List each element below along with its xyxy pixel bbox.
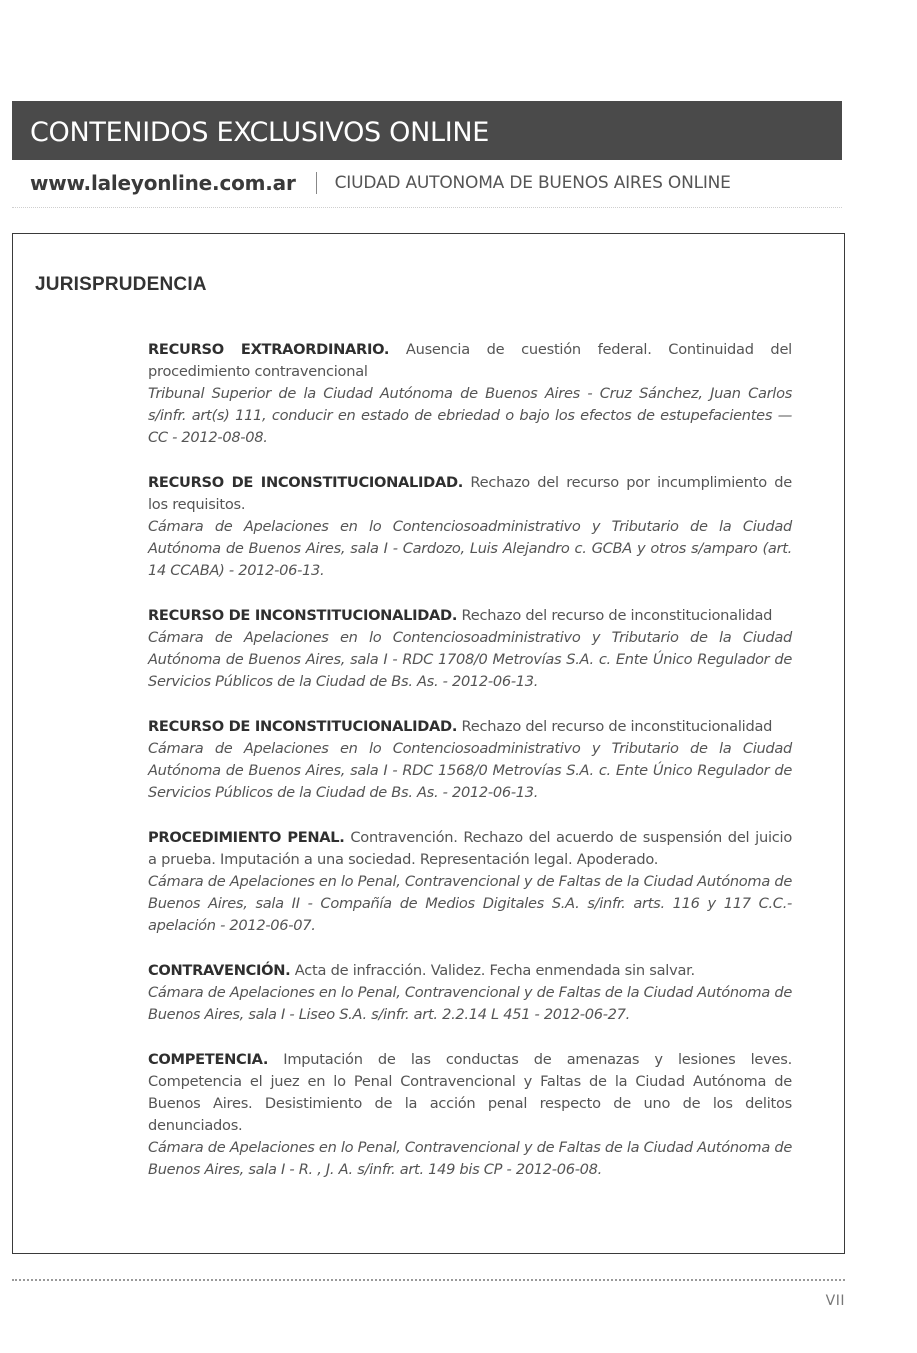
list-item — [148, 827, 792, 937]
top-dotted-rule — [12, 207, 842, 208]
entry-summary: Rechazo del recurso por incumplimiento de los requisitos. — [148, 474, 792, 513]
entry-summary: Rechazo del recurso de inconstitucionalidad — [457, 718, 773, 735]
entry-lead: RECURSO EXTRAORDINARIO. — [148, 341, 390, 358]
header-title: CONTENIDOS EXCLUSIVOS ONLINE — [30, 117, 490, 148]
entry-summary: Acta de infracción. Validez. Fecha enmendada sin salvar. — [290, 962, 695, 979]
entry-court: Cámara de Apelaciones en lo Penal, Contravencional y de Faltas de la Ciudad Autónoma de Buenos Aires, sala I - Liseo S.A. s/infr. art. 2.2.14 L 451 - 2012-06-27. — [148, 984, 792, 1023]
entry-lead: CONTRAVENCIÓN. — [148, 962, 291, 979]
entry-summary: Rechazo del recurso de inconstitucionalidad — [457, 607, 773, 624]
header-banner — [12, 101, 842, 160]
entry-court: Cámara de Apelaciones en lo Contenciosoadministrativo y Tributario de la Ciudad Autónoma de Buenos Aires, sala I - RDC 1568/0 Metrovías S.A. c. Ente Único Regulador de Servicios Públicos de la Ciudad de Bs. As. - 2012-06-13. — [148, 740, 792, 801]
entry-lead: COMPETENCIA. — [148, 1051, 269, 1068]
entry-court: Cámara de Apelaciones en lo Penal, Contravencional y de Faltas de la Ciudad Autónoma de Buenos Aires, sala II - Compañía de Medios Digitales S.A. s/infr. arts. 116 y 117 C.C.-apelación - 2012-06-07. — [148, 873, 792, 934]
page-number: VII — [825, 1293, 845, 1309]
subheader — [30, 170, 731, 196]
bottom-dotted-rule — [12, 1279, 845, 1281]
entry-lead: RECURSO DE INCONSTITUCIONALIDAD. — [148, 718, 458, 735]
entry-court: Cámara de Apelaciones en lo Penal, Contravencional y de Faltas de la Ciudad Autónoma de Buenos Aires, sala I - R. , J. A. s/infr. art. 149 bis CP - 2012-06-08. — [148, 1139, 792, 1178]
site-name: CIUDAD AUTONOMA DE BUENOS AIRES ONLINE — [334, 173, 731, 193]
list-item — [148, 960, 792, 1026]
entry-summary: Imputación de las conductas de amenazas y lesiones leves. Competencia el juez en lo Penal Contravencional y Faltas de la Ciudad Autónoma de Buenos Aires. Desistimiento de la acción penal respecto de uno de los delitos denunciados. — [148, 1051, 792, 1134]
list-item — [148, 605, 792, 693]
entry-summary: Ausencia de cuestión federal. Continuidad del procedimiento contravencional — [148, 341, 792, 380]
section-title: JURISPRUDENCIA — [35, 274, 207, 295]
list-item — [148, 339, 792, 449]
entry-lead: PROCEDIMIENTO PENAL. — [148, 829, 345, 846]
entry-court: Tribunal Superior de la Ciudad Autónoma de Buenos Aires - Cruz Sánchez, Juan Carlos s/infr. art(s) 111, conducir en estado de ebriedad o bajo los efectos de estupefacientes —CC - 2012-08-08. — [148, 385, 792, 446]
entry-court: Cámara de Apelaciones en lo Contenciosoadministrativo y Tributario de la Ciudad Autónoma de Buenos Aires, sala I - Cardozo, Luis Alejandro c. GCBA y otros s/amparo (art. 14 CCABA) - 2012-06-13. — [148, 518, 792, 579]
site-url-link[interactable]: www.laleyonline.com.ar — [30, 171, 296, 195]
list-item — [148, 472, 792, 582]
entry-summary: Contravención. Rechazo del acuerdo de suspensión del juicio a prueba. Imputación a una sociedad. Representación legal. Apoderado. — [148, 829, 793, 868]
entry-lead: RECURSO DE INCONSTITUCIONALIDAD. — [148, 474, 464, 491]
list-item — [148, 716, 792, 804]
entries-list — [148, 339, 792, 1204]
content-box — [12, 233, 845, 1254]
entry-court: Cámara de Apelaciones en lo Contenciosoadministrativo y Tributario de la Ciudad Autónoma de Buenos Aires, sala I - RDC 1708/0 Metrovías S.A. c. Ente Único Regulador de Servicios Públicos de la Ciudad de Bs. As. - 2012-06-13. — [148, 629, 792, 690]
subheader-divider — [316, 172, 317, 194]
entry-lead: RECURSO DE INCONSTITUCIONALIDAD. — [148, 607, 458, 624]
list-item — [148, 1049, 792, 1181]
